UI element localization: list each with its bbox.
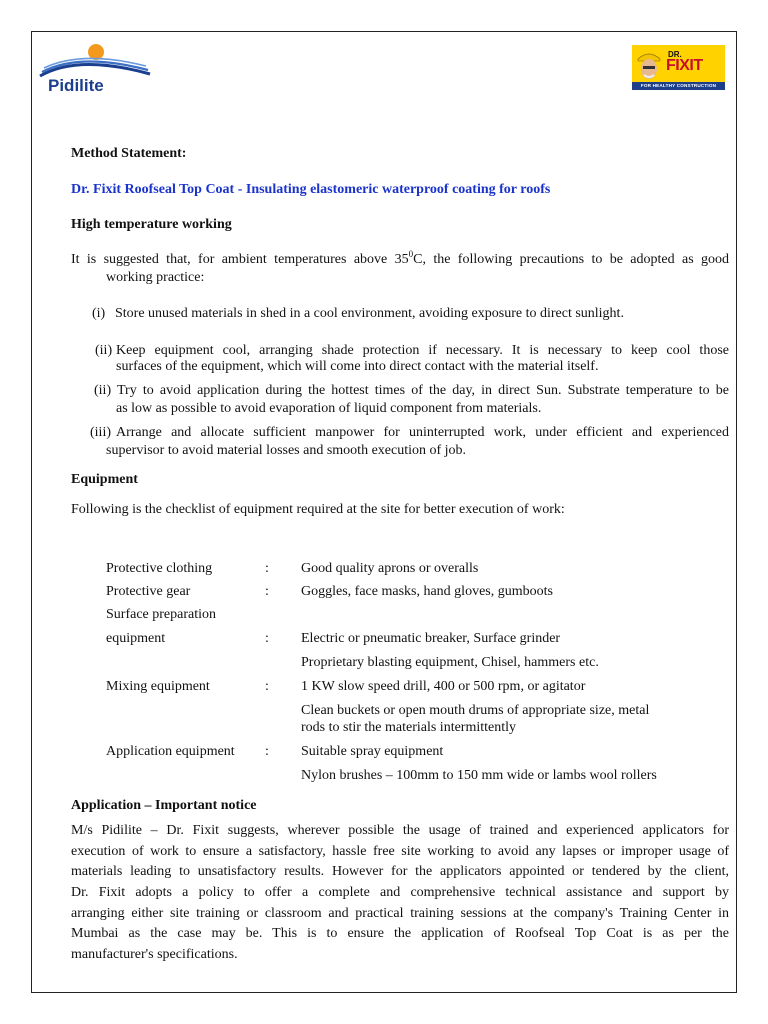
application-line: manufacturer's specifications. [71,947,238,962]
high-temp-heading: High temperature working [71,217,232,232]
equipment-label: Protective clothing [106,561,213,576]
equipment-value: Good quality aprons or overalls [301,561,479,576]
equipment-value: Electric or pneumatic breaker, Surface grinder [301,631,561,646]
intro-line-1: It is suggested that, for ambient temperatures above $35^0C$, the following precautions to be adopted as good [71,249,729,267]
drfixit-mascot-icon [636,49,662,83]
application-line: execution of work to ensure a satisfactory, hassle free site working to avoid any lapses or improper usage of [71,844,729,859]
precaution-text: Store unused materials in shed in a cool environment, avoiding exposure to direct sunlight. [115,306,624,321]
application-line: Dr. Fixit adopts a policy to offer a complete and comprehensive technical assistance and support by [71,885,729,900]
equipment-label: Mixing equipment [106,679,210,694]
drfixit-wordmark: FIXIT [666,57,703,74]
equipment-value: Nylon brushes – 100mm to 150 mm wide or lambs wool rollers [301,768,657,783]
precaution-marker: (ii) [94,383,112,398]
pidilite-sun-wave-icon [38,40,158,80]
equipment-value: Suitable spray equipment [301,744,444,759]
precaution-text: Arrange and allocate sufficient manpower for uninterrupted work, under efficient and experienced [116,425,729,440]
equipment-value: Clean buckets or open mouth drums of appropriate size, metal [301,703,650,718]
equipment-label: Surface preparation [106,607,216,622]
application-heading: Application – Important notice [71,798,257,813]
precaution-text-cont: as low as possible to avoid evaporation of liquid component from materials. [116,401,542,416]
equipment-label: Protective gear [106,584,191,599]
application-line: Mumbai as the case may be. This is to ensure the application of Roofseal Top Coat is as per the [71,926,729,941]
precaution-text-cont: surfaces of the equipment, which will come into direct contact with the material itself. [116,359,599,374]
equipment-colon: : [265,631,269,646]
pidilite-wordmark: Pidilite [48,76,104,95]
equipment-colon: : [265,584,269,599]
drfixit-prefix: DR. [668,50,682,59]
precaution-text: Try to avoid application during the hottest times of the day, in direct Sun. Substrate temperature to be [117,383,729,398]
intro-line-2: working practice: [106,270,205,285]
equipment-value: rods to stir the materials intermittently [301,720,517,735]
application-line: arranging either site training or classroom and practical training sessions at the company's Training Center in [71,906,729,921]
equipment-value: 1 KW slow speed drill, 400 or 500 rpm, or agitator [301,679,586,694]
drfixit-logo [632,45,725,90]
equipment-label: Application equipment [106,744,235,759]
equipment-intro: Following is the checklist of equipment required at the site for better execution of work: [71,502,565,517]
precaution-text-cont: supervisor to avoid material losses and smooth execution of job. [106,443,467,458]
equipment-heading: Equipment [71,472,138,487]
application-line: M/s Pidilite – Dr. Fixit suggests, wherever possible the usage of trained and experienced applicators for [71,823,729,838]
equipment-colon: : [265,679,269,694]
precaution-marker: (iii) [90,425,111,440]
precaution-marker: (i) [92,306,106,321]
application-line: materials leading to unsatisfactory results. However for the applicators appointed or tendered by the client, [71,864,729,879]
equipment-colon: : [265,744,269,759]
equipment-value: Goggles, face masks, hand gloves, gumboots [301,584,553,599]
precaution-marker: (ii) [95,343,113,358]
method-statement-heading: Method Statement: [71,146,187,161]
equipment-label: equipment [106,631,166,646]
product-title: Dr. Fixit Roofseal Top Coat - Insulating elastomeric waterproof coating for roofs [71,182,551,197]
pidilite-logo [38,40,158,100]
precaution-text: Keep equipment cool, arranging shade protection if necessary. It is necessary to keep cool those [116,343,729,358]
equipment-colon: : [265,561,269,576]
drfixit-tagline: FOR HEALTHY CONSTRUCTION [632,82,725,90]
equipment-value: Proprietary blasting equipment, Chisel, hammers etc. [301,655,599,670]
